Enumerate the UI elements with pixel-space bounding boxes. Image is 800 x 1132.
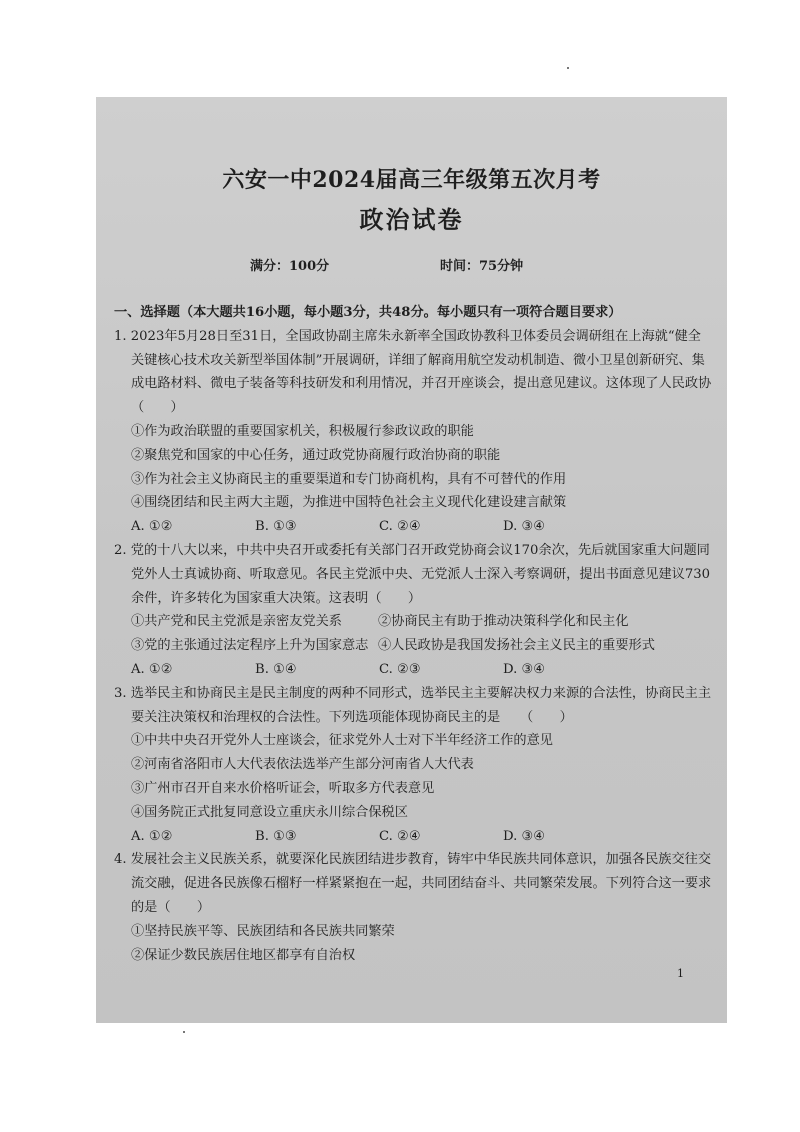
question-3-option: ①中共中央召开党外人士座谈会，征求党外人士对下半年经济工作的意见 bbox=[131, 733, 553, 749]
section-heading: 一、选择题（本大题共16小题，每小题3分，共48分。每小题只有一项符合题目要求） bbox=[114, 305, 622, 320]
question-1-stem: 1. 2023年5月28日至31日，全国政协副主席朱永新率全国政协教科卫体委员会调研组在上海就“健全关键核心技术攻关新型举国体制”开展调研，详细了解商用航空发动机制造、微小卫星创新研究、集成电路材料、微电子装备等科技研发和利用情况，并召开座谈会，提出意见建议。这体现了人民政协（ ） bbox=[114, 328, 712, 416]
answer-choice: A. ①② bbox=[131, 519, 173, 535]
answer-choice: A. ①② bbox=[131, 661, 173, 677]
question-2-option: ④人民政协是我国发扬社会主义民主的重要形式 bbox=[378, 638, 655, 654]
answer-choice: C. ②④ bbox=[379, 828, 421, 844]
answer-choice: B. ①④ bbox=[255, 661, 297, 677]
answer-choice: D. ③④ bbox=[503, 661, 546, 677]
question-2-answers bbox=[114, 658, 714, 682]
question-1-option: ④围绕团结和民主两大主题，为推进中国特色社会主义现代化建设建言献策 bbox=[131, 495, 567, 511]
answer-choice: B. ①③ bbox=[255, 519, 297, 535]
answer-choice: A. ①② bbox=[131, 828, 173, 844]
full-score: 满分：100分 bbox=[250, 259, 330, 274]
question-3-option: ②河南省洛阳市人大代表依法选举产生部分河南省人大代表 bbox=[131, 757, 474, 773]
question-2-stem: 2. 党的十八大以来，中共中央召开或委托有关部门召开政党协商会议170余次，先后就国家重大问题同党外人士真诚协商、听取意见。各民主党派中央、无党派人士深入考察调研，提出书面意见建议730余件，许多转化为国家重大决策。这表明（ ） bbox=[114, 542, 711, 606]
exam-page bbox=[96, 97, 727, 1023]
question-2-option: ③党的主张通过法定程序上升为国家意志 bbox=[131, 638, 369, 654]
question-3-option: ③广州市召开自来水价格听证会，听取多方代表意见 bbox=[131, 780, 435, 796]
page-number: 1 bbox=[677, 967, 684, 980]
scan-speck bbox=[183, 1031, 185, 1033]
question-3-stem: 3. 选举民主和协商民主是民主制度的两种不同形式，选举民主主要解决权力来源的合法性，协商民主主要关注决策权和治理权的合法性。下列选项能体现协商民主的是 （ ） bbox=[114, 685, 712, 725]
question-1-option: ②聚焦党和国家的中心任务，通过政党协商履行政治协商的职能 bbox=[131, 447, 501, 463]
question-2-option-row bbox=[114, 610, 714, 634]
question-3-option: ④国务院正式批复同意设立重庆永川综合保税区 bbox=[131, 804, 408, 820]
question-4-option: ②保证少数民族居住地区都享有自治权 bbox=[131, 947, 356, 963]
answer-choice: C. ②④ bbox=[379, 519, 421, 535]
question-area bbox=[114, 301, 714, 967]
question-4-option: ①坚持民族平等、民族团结和各民族共同繁荣 bbox=[131, 923, 395, 939]
question-2-option: ①共产党和民主党派是亲密友党关系 bbox=[131, 614, 342, 630]
answer-choice: B. ①③ bbox=[255, 828, 297, 844]
question-1-option: ③作为社会主义协商民主的重要渠道和专门协商机构，具有不可替代的作用 bbox=[131, 471, 567, 487]
answer-choice: C. ②③ bbox=[379, 661, 421, 677]
question-1-option: ①作为政治联盟的重要国家机关，积极履行参政议政的职能 bbox=[131, 423, 474, 439]
exam-time: 时间：75分钟 bbox=[440, 259, 524, 274]
question-2-option: ②协商民主有助于推动决策科学化和民主化 bbox=[378, 614, 629, 630]
answer-choice: D. ③④ bbox=[503, 519, 546, 535]
answer-choice: D. ③④ bbox=[503, 828, 546, 844]
exam-subtitle: 政治试卷 bbox=[359, 205, 464, 234]
question-2-option-row bbox=[114, 634, 714, 658]
scan-speck bbox=[567, 67, 569, 69]
question-1-answers bbox=[114, 515, 714, 539]
exam-title: 六安一中2024届高三年级第五次月考 bbox=[222, 167, 601, 193]
question-3-answers bbox=[114, 825, 714, 849]
question-4-stem: 4. 发展社会主义民族关系，就要深化民族团结进步教育，铸牢中华民族共同体意识，加强各民族交往交流交融，促进各民族像石榴籽一样紧紧抱在一起，共同团结奋斗、共同繁荣发展。下列符合这一要求的是（ ） bbox=[114, 852, 712, 915]
